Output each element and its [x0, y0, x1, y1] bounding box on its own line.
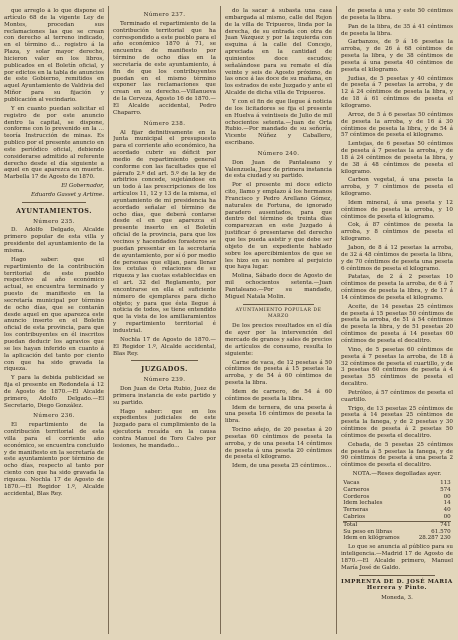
paragraph: Pan de la libra, de 35 á 41 céntimos de peseta la libra.	[341, 23, 453, 37]
divider	[359, 575, 435, 576]
table-row	[343, 507, 451, 514]
notice-number: Número 237.	[143, 12, 186, 18]
paragraph: Carne de vaca, de 12 pesetas á 50 céntimos de peseta á 15 pesetas la arroba, y de 54 á 60 céntimos de peseta la libra.	[225, 359, 332, 387]
imprint-address: Moneda, 3.	[381, 595, 413, 602]
signature-name: Eduardo Gasset y Artime.	[31, 191, 104, 198]
row-value: 14	[443, 500, 451, 507]
section-heading: AYUNTAMIENTOS.	[15, 206, 93, 215]
column-rule	[108, 6, 109, 634]
column-rule	[220, 6, 221, 634]
row-label: Corderos	[343, 493, 370, 500]
paragraph: El repartimiento de la contribución territorial de esta villa para el corriente año económico, se encuentra concluido y de manifiesto en la secretaría de este ayuntamiento por término de ocho días, respecto al tanto por ciento con que ha sido gravada la riqueza. Nochla 17 de Agosto de 1870.—El Regidor 1.º, Alcalde accidental, Blas Rey.	[4, 422, 104, 497]
paragraph: Lentejas, de 6 pesetas 50 céntimos de peseta á 7 pesetas la arroba, y de 18 á 24 céntimos de peseta la libra, y de 38 á 48 céntimos de peseta el kilogramo.	[341, 141, 453, 175]
paragraph: Carbon vegetal, á una peseta la arroba, y 7 céntimos de peseta el kilogramo.	[341, 177, 453, 198]
paragraph: Don Juan de Pantaleano y Valenzuela, Juez de primera instancia de esta ciudad y su partido.	[225, 159, 332, 180]
paragraph: Lo que se anuncia al público para su inteligencia.—Madrid 17 de Agosto de 1870.—El Alcalde primero, Manuel María José de Galdo.	[341, 544, 453, 571]
row-label: Terneras	[343, 507, 369, 514]
table-row	[343, 487, 451, 494]
notice-number: Número 236.	[33, 413, 75, 420]
column-rule	[336, 6, 337, 634]
paragraph: Aceite, de 14 pesetas 25 céntimos de peseta á 15 pesetas 50 céntimos de peseta la arroba, de 51 á 54 céntimos de peseta la libra, y de 51 pesetas 20 céntimos de peseta á 14 pesetas 60 céntimos de peseta el decalitro.	[341, 303, 453, 344]
paragraph: Hago saber: que en los expedientes judiciales de este Juzgado para el cumplimiento de la ejecutoria recaída en la causa contra Manuel de Toro Calvo por lesiones, he mandado...	[113, 408, 216, 449]
table-total-row	[343, 521, 451, 528]
row-label: Idem lechales	[343, 500, 383, 507]
paragraph: Molina, Sábado doce de Agosto de mil ochocientos setenta.—Juan Pantaleano.—Por su mandado, Miguel Natala Molin.	[225, 273, 332, 300]
row-label: Carneros	[343, 486, 370, 493]
weight-label: Idem en kilógramos	[343, 535, 400, 542]
paragraph: do la sacar á subasta una casa embargada al mismo, calle del Rejon de la villa de Tripueros, linda por la derecha, de su entrada con otra de Juan Vázquez y por la izquierda con esquina á la calle del Concejo, apreciada en la cantidad de quinientos doce escudos; señalándose para su remate el día veinte y seis de Agosto próximo, de las once á las doce de su mañana, en los estrados de este Juzgado y ante el Alcalde de dicha villa de Tripueros.	[225, 8, 332, 97]
row-value: 113	[440, 480, 451, 486]
paragraph: Patatas, de 2 á 2 pesetas 10 céntimos de peseta la arroba, de 6 á 7 céntimos de peseta la libra, y de 17 á 14 céntimos de peseta el kilogramo.	[341, 274, 453, 301]
paragraph: Idem, de una peseta 25 céntimos...	[232, 463, 332, 470]
paragraph: Idem mineral, á una peseta y 12 céntimos de peseta la arroba, y 10 céntimos de peseta el kilogramo.	[341, 199, 453, 220]
divider	[131, 360, 198, 361]
row-value: 00	[443, 513, 451, 520]
row-label: Vacas	[343, 480, 360, 486]
total-value: 741	[412, 521, 451, 528]
notice-number: Número 235.	[33, 218, 75, 225]
row-label: Cabrios	[343, 513, 366, 520]
paragraph: Y con el fin de que llegue á noticia de los licitadores se fija el presente en Huelva á veintiseis de Julio de mil ochocientos setenta.—Juan de Orta Rubio.—Por mandado de su señoría, Vicente Núñez y Caballero, escribano.	[225, 98, 332, 147]
table-row	[343, 535, 451, 542]
weight-label: Su peso en libras	[343, 528, 393, 535]
paragraph: Tocino añejo, de 20 pesetas á 20 pesetas 60 céntimos de peseta la arroba, y de una peseta 14 céntimos de peseta á una peseta 20 céntimos de peseta el kilogramo.	[225, 427, 332, 461]
slaughter-table	[343, 480, 451, 542]
table-row	[343, 494, 451, 501]
paragraph: Idem de carnero, de 54 á 60 céntimos de peseta la libra.	[225, 388, 332, 402]
weight-value: 28.287 230	[418, 535, 451, 542]
paragraph: que arreglo á lo que dispone el artículo 68 de la vigente Ley de Montes, procedan sus reclamaciones las que se crean con derecho al terreno indicado, en el término d... registro á la Plaza, y solar mayor derecho, hicieron valer en los libros, publicados en el Boletín oficial, y por edictos en la tabla de anuncios de este Gobierno, remitidos en aquel Ayuntamiento de Valdivia del Miñor para su fijación y publicación al vecindario.	[4, 8, 104, 103]
paragraph: Por el presente mi doce edicto cito, llamo y emplazo á los hermanos Francisco y Pedro Arellano Gómez, naturales de Fortuna, de ignorado paradero ausentados, para que dentro del término de treinta días comparezcan en este Juzgado á justificar ó presentarse del derecho que les pueda asistir y que debe ser objeto de un expediente hablado sobre los apercibimientos de que se les hizo en su nombre al perjuicio que haya lugar.	[225, 182, 332, 271]
column-1	[4, 8, 104, 634]
paragraph: de peseta á una y este 50 céntimos de peseta la libra.	[341, 8, 453, 21]
row-value: 00	[443, 493, 451, 500]
paragraph: Judias, de 5 pesetas y 40 céntimos de peseta á 7 pesetas la arroba, y de 12 á 24 céntimos de peseta la libra, y de 18 á 61 céntimos de peseta el kilogramo.	[341, 75, 453, 109]
paragraph: Vino, de 5 pesetas 60 céntimos de peseta á 7 pesetas la arroba, de 18 á 32 céntimos de peseta el cuartillo, y de 3 pesetas 60 céntimos de peseta á 4 pesetas 55 céntimos de peseta el decalitro.	[341, 346, 453, 388]
paragraph: Cok, á 87 céntimos de peseta la arroba, y 8 céntimos de peseta el kilogramo.	[341, 222, 453, 243]
signature-role: El Gobernador,	[61, 183, 104, 190]
paragraph: Petróleo, á 57 céntimos de peseta el cuartillo.	[341, 389, 453, 403]
note-title: NOTA.—Reses degolladas ayer.	[352, 471, 442, 478]
section-heading: JUZGADOS.	[141, 365, 188, 374]
paragraph: Trigo, de 13 pesetas 25 céntimos de peseta á 14 pesetas 25 céntimos de peseta la fanega, y de 2 pesetas y 30 céntimos de peseta á 2 pesetas 50 céntimos de peseta el decalitro.	[341, 405, 453, 439]
column-4	[341, 8, 453, 634]
imprint: IMPRENTA DE D. JOSÉ MARIA Herrera y Pinto.	[341, 578, 453, 592]
divider	[243, 304, 314, 305]
section-heading: AYUNTAMIENTO POPULAR DE MARZO	[235, 307, 322, 320]
column-3	[225, 8, 332, 634]
column-2	[113, 8, 216, 634]
paragraph: D. Adolfo Delgado, Alcalde primero popular de esta villa y presidente del ayuntamiento de la misma.	[4, 227, 104, 254]
notice-number: Número 239.	[143, 377, 186, 384]
paragraph: Garbanzos, de 9 á 16 pesetas la arroba, y de 26 á 68 céntimos de peseta la libra, y de 38 céntimos de peseta á una peseta 40 céntimos de peseta el kilogramo.	[341, 39, 453, 73]
paragraph: Y para la debida publicidad se fija el presente en Redondela á 12 de Agosto de 1870.—El Alcalde primero, Adolfo Delgado.—El Secretario, Diego González.	[4, 375, 104, 409]
paragraph: De los precios resultados en el día de ayer por la intervención del mercado de granos y sales de precios de artículos de consumo, resulta lo siguiente:	[225, 323, 332, 357]
table-row	[343, 480, 451, 487]
paragraph: Y en cuanto puedan solicitar el registro de por este anuncio dentro la capital, se dispone, conforme con lo prevenido en la ... teoría Instrucción de minas. Es publico por el presente anuncio en este periódico oficial, debiendo considerarse admitido al referente derecho desde el día siguiente a aquel en que aparezca en muerte. Marbella 17 de Agosto de 1870.	[4, 105, 104, 181]
notice-number: Número 240.	[257, 150, 300, 157]
row-value: 574	[440, 486, 451, 493]
divider	[22, 202, 86, 203]
row-value: 40	[443, 507, 451, 514]
paragraph: Don Juan de Orta Rubio, Juez de primera instancia de este partido y su partido.	[113, 386, 216, 406]
paragraph: Nochla 17 de Agosto de 1870.—El Regidor 1.º, Alcalde accidental, Blas Rey.	[113, 336, 216, 357]
table-row	[343, 514, 451, 521]
table-row	[343, 500, 451, 507]
total-label: Total	[343, 521, 412, 528]
paragraph: Al fijar definitivamente en la Junta municipal el presupuesto para el corriente año económico, ha acordado cubrir su déficit por medio de repartimiento general conforme con las facultades que el párrafo 2.º del art. 5.º de la ley de arbitrios concede, sujetándose en un todo á las prescripciones de los artículos 11, 12 y 13 de la misma, el ayuntamiento de mi presidencia ha acordado señalar el término de ocho días, que deberá contarse desde el en que aparezca el presente inserto en el Boletín oficial de la provincia, para que los vecinos y hacendados forasteros se puedan presentar en la secretaría de ayuntamiento, por sí ó por medio de personas que elijan, para llenar los cetulas ó relaciones de su riqueza y las cuotas establecidas en el art. 32 del Reglamento, por encontrarse en ella el suficiente número de ejemplares para dicho objeto; y para que ésta llegue á noticia de todos, se tiene entendido que la vista de los amillaramientos y repartimiento territorial é industrial.	[113, 129, 216, 334]
paragraph: Jabon, de 8 á 12 pesetas la arroba, de 32 á 48 céntimos de peseta la libra, y de 70 céntimos de peseta una peseta 6 céntimos de peseta el kilogramo.	[341, 245, 453, 272]
paragraph: Arroz, de 5 á 6 pesetas 50 céntimos de peseta la arroba, y de 16 á 30 céntimos de peseta la libra, y de 54 á 57 céntimos de peseta el kilogramo.	[341, 111, 453, 139]
paragraph: Idem de ternera, de una peseta á una peseta 16 céntimos de peseta la libra.	[225, 404, 332, 425]
weight-value: 61.570	[431, 528, 451, 535]
paragraph: Hago saber: que el repartimiento de la contribución territorial de este pueblo respectivo al año económico actual, se encuentra terminado y puesto de manifiesto en la secretaría municipal por término de ocho días, que se contarán desde aquel en que aparezca este anuncio inserto en el Boletín oficial de esta provincia, para que los contribuyentes en él inscritos puedan deducir los agravios que se les hayan inferido en cuanto á la aplicación del tanto por ciento con que ha sido gravada la riqueza.	[4, 256, 104, 373]
paragraph: Cebada, de 5 pesetas 25 céntimos de peseta á 5 pesetas la fanega, y de 90 céntimos de peseta á una peseta 2 céntimos de peseta el decalitro.	[341, 441, 453, 469]
paragraph: Terminado el repartimiento de la contribución territorial que ha correspondido a este pueblo para el año económico 1870 á 71, se encuentra de manifiesto por término de ocho días en la secretaría de este ayuntamiento, á fin de que los contribuyentes puedan en el mismo término exponer las reclamaciones que crean en su derecho.—Villanueva de la Cerveza, Agosto 16 de 1870.—El Alcalde accidental, Pedro Chaparro.	[113, 20, 216, 116]
notice-number: Número 238.	[143, 120, 186, 127]
